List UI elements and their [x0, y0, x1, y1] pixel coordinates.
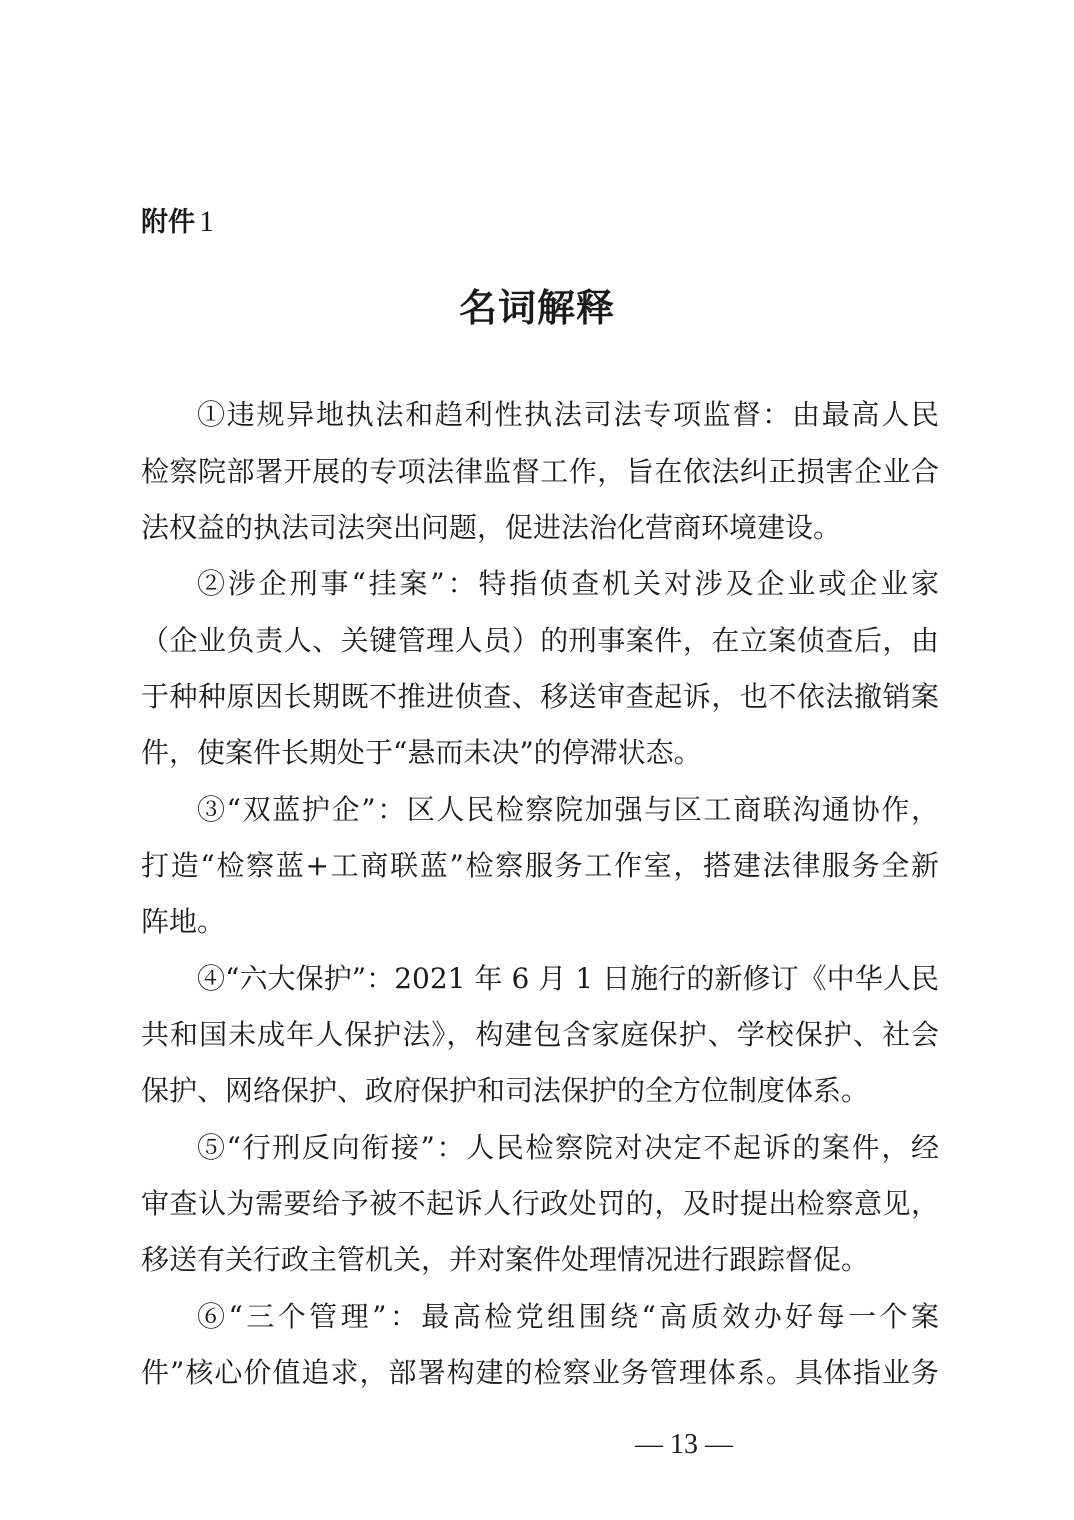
text-line: 法权益的执法司法突出问题，促进法治化营商环境建设。	[141, 511, 842, 544]
text-line: 阵地。	[141, 905, 226, 938]
text-line: 件”核心价值追求，部署构建的检察业务管理体系。具体指业务	[141, 1356, 939, 1389]
text-line: （企业负责人、关键管理人员）的刑事案件，在立案侦查后，由	[141, 624, 939, 657]
text-line: 移送有关行政主管机关，并对案件处理情况进行跟踪督促。	[141, 1243, 870, 1276]
attachment-word: 附件	[141, 207, 195, 238]
text-line: 保护、网络保护、政府保护和司法保护的全方位制度体系。	[141, 1074, 870, 1107]
text-line: 打造“检察蓝+工商联蓝”检察服务工作室，搭建法律服务全新	[141, 849, 939, 882]
text-line: ⑤“行刑反向衔接”：人民检察院对决定不起诉的案件，经	[197, 1131, 939, 1164]
attachment-number: 1	[199, 205, 214, 238]
page-number: — 13 —	[635, 1429, 733, 1460]
page-title: 名词解释	[458, 285, 615, 330]
text-line: ⑥“三个管理”：最高检党组围绕“高质效办好每一个案	[197, 1300, 939, 1333]
text-line: 审查认为需要给予被不起诉人行政处罚的，及时提出检察意见，	[141, 1187, 939, 1220]
text-line: 件，使案件长期处于“悬而未决”的停滞状态。	[141, 736, 702, 769]
text-line: ②涉企刑事“挂案”：特指侦查机关对涉及企业或企业家	[197, 567, 939, 600]
text-line: 检察院部署开展的专项法律监督工作，旨在依法纠正损害企业合	[141, 455, 939, 488]
text-line: 于种种原因长期既不推进侦查、移送审查起诉，也不依法撤销案	[141, 680, 939, 713]
text-line: ①违规异地执法和趋利性执法司法专项监督：由最高人民	[197, 398, 939, 431]
text-line: ③“双蓝护企”：区人民检察院加强与区工商联沟通协作，	[197, 793, 939, 826]
attachment-label	[141, 200, 214, 245]
text-line: ④“六大保护”：2021 年 6 月 1 日施行的新修订《中华人民	[197, 962, 939, 995]
text-line: 共和国未成年人保护法》，构建包含家庭保护、学校保护、社会	[141, 1018, 939, 1051]
